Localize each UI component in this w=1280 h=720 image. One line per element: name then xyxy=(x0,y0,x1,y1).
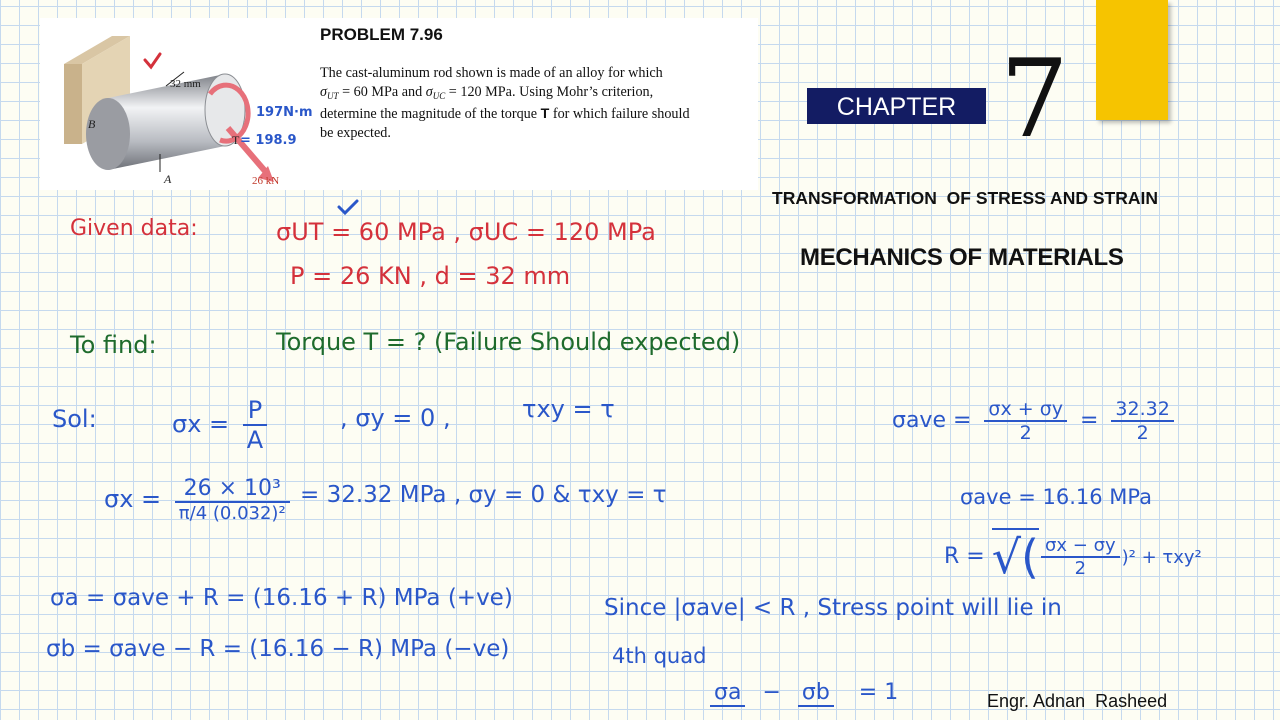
load-label: 26 kN xyxy=(252,175,280,187)
ave-denominator-2: 2 xyxy=(1136,422,1149,444)
torque-symbol: T xyxy=(540,106,550,122)
final-equals: = 1 xyxy=(858,680,899,705)
r-lhs: R = xyxy=(944,544,985,569)
check-icon xyxy=(336,198,360,216)
ave-fraction-2 xyxy=(1111,398,1173,444)
wall-face xyxy=(64,64,82,144)
given-load-diameter: P = 26 KN , d = 32 mm xyxy=(290,262,571,290)
since-line: Since |σave| < R , Stress point will lie in xyxy=(604,595,1062,621)
ave-numerator: σx + σy xyxy=(984,398,1067,422)
problem-card xyxy=(40,18,758,190)
sigma-x-calculation xyxy=(104,476,296,524)
rod-end xyxy=(86,98,130,170)
r-denominator: 2 xyxy=(1074,558,1087,579)
sigma-ut-value: = 60 MPa and xyxy=(342,83,423,100)
figure-annotation-1: 197N·m xyxy=(256,105,313,120)
sigma-ave-formula xyxy=(892,398,1180,444)
sigma-x-lhs: σx = xyxy=(172,410,230,438)
calc-denominator: π/4 (0.032)² xyxy=(178,503,286,524)
sqrt-sign-icon: √( xyxy=(991,530,1039,584)
sigma-uc-subscript: UC xyxy=(432,90,446,101)
sigma-ut-subscript: UT xyxy=(327,90,339,101)
calc-lhs: σx = xyxy=(104,485,162,513)
calc-fraction xyxy=(175,476,290,524)
sigma-b-line: σb = σave − R = (16.16 − R) MPa (−ve) xyxy=(46,636,510,662)
chapter-number: 7 xyxy=(1000,37,1069,162)
problem-statement xyxy=(320,64,748,142)
point-b-label: B xyxy=(88,117,96,131)
criterion-equation xyxy=(710,680,898,707)
sigma-ave-result: σave = 16.16 MPa xyxy=(960,485,1152,509)
section-title: TRANSFORMATION OF STRESS AND STRAIN xyxy=(772,188,1158,208)
rod-figure xyxy=(60,26,320,188)
problem-line-4: be expected. xyxy=(320,124,391,141)
ave-numerator-2: 32.32 xyxy=(1111,398,1173,422)
radius-formula xyxy=(944,530,1202,584)
r-tail: )² + τxy² xyxy=(1121,547,1202,568)
final-minus: − xyxy=(762,680,781,705)
sigma-y-zero: , σy = 0 , xyxy=(340,404,451,432)
check-icon xyxy=(145,54,160,67)
problem-line-2: $\sigma_{UT} = 60$ MPa and $\sigma_{UC} = 120$ MPa. Using Mohr’s criterion, xyxy=(320,83,654,101)
final-sigma-b: σb xyxy=(798,680,834,707)
point-a-label: A xyxy=(164,172,172,186)
sigma-x-definition xyxy=(172,396,273,454)
ave-lhs: σave = xyxy=(892,408,972,433)
problem-title: PROBLEM 7.96 xyxy=(320,25,443,44)
problem-line-3a: determine the magnitude of the torque xyxy=(320,106,538,122)
sigma-x-result: = 32.32 MPa , σy = 0 & τxy = τ xyxy=(300,482,667,508)
sol-label: Sol: xyxy=(52,405,97,433)
find-label: To find: xyxy=(70,331,157,359)
r-fraction xyxy=(1041,535,1120,579)
ave-fraction xyxy=(984,398,1067,444)
find-value: Torque T = ? (Failure Should expected) xyxy=(276,328,741,356)
calc-numerator: 26 × 10³ xyxy=(175,476,290,503)
final-sigma-a: σa xyxy=(710,680,745,707)
course-title: MECHANICS OF MATERIALS xyxy=(800,244,1124,271)
problem-line-3b: for which failure should xyxy=(552,106,690,122)
chapter-label: CHAPTER xyxy=(807,88,986,124)
author-credit: Engr. Adnan Rasheed xyxy=(987,691,1168,711)
yellow-tab-decoration xyxy=(1096,0,1168,120)
quadrant-line: 4th quad xyxy=(612,644,707,668)
torque-label: T xyxy=(232,133,240,147)
given-stress-limits: σUT = 60 MPa , σUC = 120 MPa xyxy=(276,218,656,246)
sigma-x-denominator: A xyxy=(246,426,264,454)
sigma-a-line: σa = σave + R = (16.16 + R) MPa (+ve) xyxy=(50,585,513,611)
given-label: Given data: xyxy=(70,216,198,241)
ave-equals: = xyxy=(1079,408,1099,433)
ave-denominator: 2 xyxy=(1019,422,1032,444)
figure-annotation-2: = 198.9 xyxy=(240,133,297,148)
problem-line-1: The cast-aluminum rod shown is made of an alloy for which xyxy=(320,65,663,81)
sigma-x-numerator: P xyxy=(243,396,267,426)
problem-line-3 xyxy=(320,105,748,124)
diameter-label: 32 mm xyxy=(170,78,201,90)
sigma-uc-value: = 120 MPa. Using Mohr’s criterion, xyxy=(448,83,654,100)
tau-xy-definition: τxy = τ xyxy=(522,395,615,423)
sigma-x-fraction xyxy=(243,396,267,454)
r-numerator: σx − σy xyxy=(1041,535,1120,558)
